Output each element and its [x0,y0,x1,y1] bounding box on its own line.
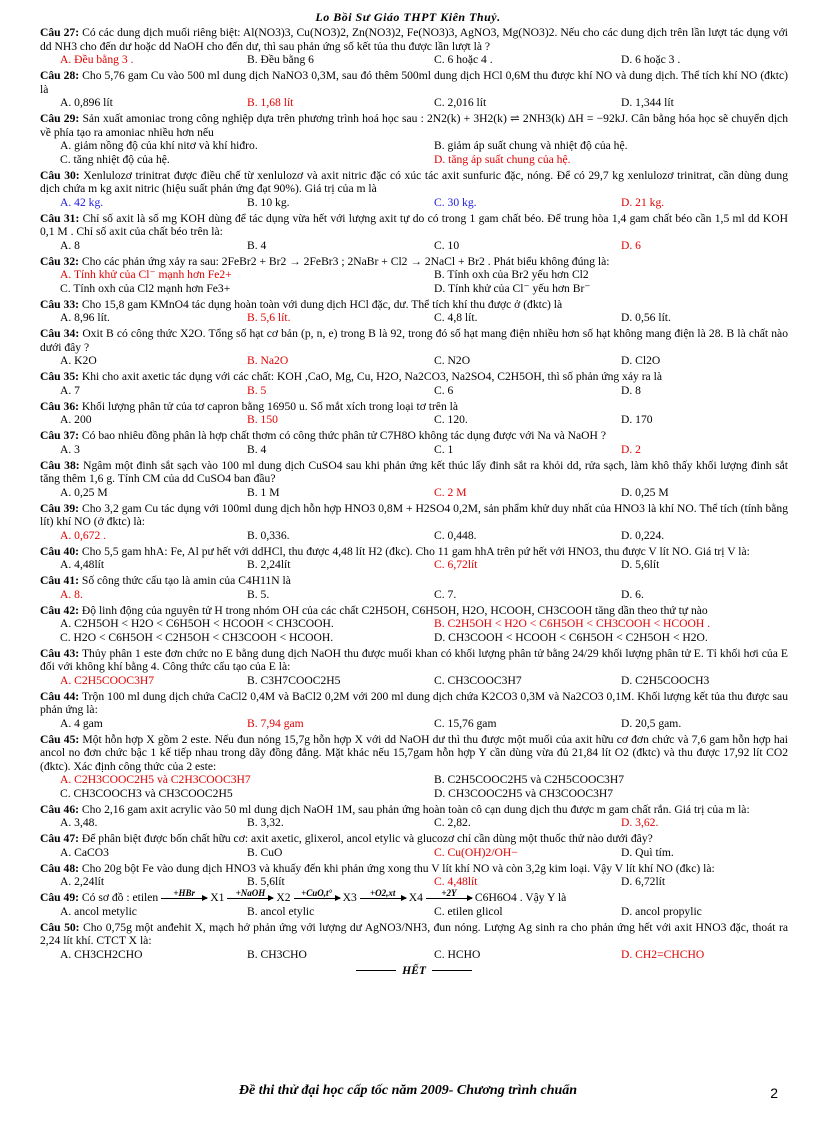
reaction-product: X4 [408,891,423,904]
options-row [40,486,788,500]
question-text: Cho 0,75g một anđehit X, mạch hở phản ứng với lượng dư AgNO3/NH3, đun nóng. Lượng Ag sinh ra cho phản ứng hết với axit HNO3 đặc, thoát ra 2,24 lít khí. CTCT X là: [40,920,788,947]
question-text: Khối lượng phân tử của tơ capron bằng 16950 u. Số mắt xích trong loại tơ trên là [81,399,459,413]
answer-option: D. 21 kg. [621,195,665,209]
question-text: Ngâm một đinh sắt sạch vào 100 ml dung dịch CuSO4 sau khi phản ứng kết thúc lấy đinh sắt ra khỏi dd, rửa sạch, làm khô thấy khối lượng đinh sắt tăng thêm 1,6 g. Tính CM của dd CuSO4 ban đầu? [40,458,788,485]
answer-option: C. 2 M [434,485,467,499]
options-row [40,875,788,889]
answer-option: D. 170 [621,413,653,426]
answer-option: C. N2O [434,354,471,367]
options-row [40,816,788,830]
reaction-arrow [360,887,406,899]
question-text: Cho 3,2 gam Cu tác dụng với 100ml dung dịch hỗn hợp HNO3 0,8M + H2SO4 0,2M, sản phẩm khử duy nhất của HNO3 là khí NO. Thể tích (tính bằng lít) khí NO (ở đktc) là: [40,501,788,528]
answer-option: A. C2H5OH < H2O < C6H5OH < HCOOH < CH3COOH. [60,617,334,630]
answer-option: B. 2,24lít [247,558,291,571]
question [40,733,788,801]
answer-option: B. CuO [247,845,283,859]
answer-option: D. 6. [621,587,644,601]
answer-option: C. Tính oxh của Cl2 mạnh hơn Fe3+ [60,281,231,295]
reaction-reagent: +2Y [441,887,457,898]
options-row [40,139,788,153]
answer-option: B. C2H5OH < H2O < C6H5OH < CH3COOH < HCOOH . [434,617,711,630]
options-row [40,529,788,543]
answer-option: C. 2,82. [434,816,471,829]
reaction-product: X1 [210,891,225,904]
answer-option: B. ancol etylic [247,904,315,918]
answer-option: A. C2H5COOC3H7 [60,673,155,687]
answer-option: B. 150 [247,413,278,426]
answer-option: C. 120. [434,413,468,426]
question-number: Câu 34: [40,327,80,340]
reaction-chain [158,887,567,904]
answer-option: C. 1 [434,442,454,456]
question [40,502,788,543]
question-number: Câu 49: [40,891,79,904]
answer-option: B. CH3CHO [247,947,307,961]
question [40,545,788,572]
reaction-product: C6H6O4 . Vậy Y là [474,891,567,904]
reaction-arrow [426,887,472,899]
question-text: Thủy phân 1 este đơn chức no E bằng dung dịch NaOH thu được muối khan có khối lượng phân tử bằng 24/29 khối lượng phân tử E. Tỉ khối hơi của E đối với không khí bằng 4. Công thức cấu tạo của E là: [40,646,788,673]
question-text: Một hỗn hợp X gồm 2 este. Nếu đun nóng 15,7g hỗn hợp X với dd NaOH dư thì thu được một muối của axit hữu cơ đơn chức và 7,6 gam hỗn hợp hai ancol no đơn chức bậc 1 kế tiếp nhau trong dãy đồng đẳng. Mặt khác nếu 15,7gam hỗn hợp Y cần dùng vừa đủ 21,84 lít O2 (đktc) và thu được 17,92 lít CO2 (đktc). Xác định công thức của 2 este: [40,732,788,773]
answer-option: A. 2,24lít [60,875,105,888]
question-text: Trộn 100 ml dung dịch chứa CaCl2 0,4M và BaCl2 0,2M với 200 ml dung dịch chứa K2CO3 0,3M và Na2CO3 0,1M. Khối lượng kết tủa thu được sau phản ứng là: [40,689,788,716]
reaction-product: X2 [276,891,291,904]
answer-option: A. 4 gam [60,716,103,730]
end-marker [40,964,788,978]
answer-option: C. 6 [434,383,454,397]
answer-option: B. C3H7COOC2H5 [247,673,341,687]
answer-option: A. 4,48lít [60,558,105,571]
options-row [40,617,788,631]
answer-option: A. 0,672 . [60,528,107,542]
question [40,604,788,645]
question [40,887,788,918]
question-text: Độ linh động của nguyên tử H trong nhóm OH của các chất C2H5OH, C6H5OH, H2O, HCOOH, CH3COOH tăng dần theo thứ tự nào [81,603,708,617]
answer-option: D. 0,224. [621,528,665,542]
question-number: Câu 39: [40,501,80,515]
answer-option: D. 1,344 lít [621,96,674,109]
answer-option: B. 1 M [247,485,280,499]
answer-option: A. ancol metylic [60,904,137,918]
question [40,370,788,397]
question [40,26,788,67]
question-number: Câu 41: [40,574,79,587]
answer-option: D. CH3COOC2H5 và CH3COOC3H7 [434,786,614,800]
question-number: Câu 31: [40,211,80,225]
question-number: Câu 32: [40,254,79,268]
question-number: Câu 50: [40,920,80,934]
question-list [40,26,788,977]
answer-option: C. 10 [434,238,460,252]
question-text: Có các dung dịch muối riêng biệt: Al(NO3)3, Cu(NO3)2, Zn(NO3)2, Fe(NO3)3, AgNO3, Mg(NO3)2. Nếu cho các dung dịch trên lần lượt tác dụng với dd NH3 cho đến dư hoặc dd NaOH cho đến dư, thì sau phản ứng số kết tủa thu được lần lượt là ? [40,26,788,53]
question-number: Câu 28: [40,69,80,82]
answer-option: C. 2,016 lít [434,96,487,109]
answer-option: D. tăng áp suất chung của hệ. [434,152,571,166]
answer-option: B. 4 [247,442,267,456]
question-number: Câu 27: [40,26,80,39]
answer-option: D. CH2=CHCHO [621,947,705,961]
answer-option: D. 8 [621,383,641,397]
answer-option: A. Tính khử của Cl⁻ mạnh hơn Fe2+ [60,268,232,281]
options-row [40,413,788,427]
page-footer: Đề thi thử đại học cấp tốc năm 2009- Chương trình chuẩn [238,1083,578,1098]
question-text: Để phân biệt được bốn chất hữu cơ: axit axetic, glixerol, ancol etylic và glucozơ chỉ cần dùng một thuốc thử nào dưới đây? [81,832,653,845]
options-row [40,674,788,688]
answer-option: A. C2H3COOC2H5 và C2H3COOC3H7 [60,773,251,786]
options-row [40,443,788,457]
question [40,647,788,688]
question-text: Khi cho axit axetic tác dụng với các chất: KOH ,CaO, Mg, Cu, H2O, Na2CO3, Na2SO4, C2H5OH, thì số phản ứng xảy ra là [81,370,662,383]
answer-option: A. 0,896 lít [60,96,113,109]
question-number: Câu 38: [40,458,80,472]
reaction-arrow [227,887,273,899]
answer-option: D. 6 hoặc 3 . [621,53,681,66]
options-row [40,239,788,253]
question-text: Chỉ số axit là số mg KOH dùng để tác dụng vừa hết với lượng axit tự do có trong 1 gam chất béo. Để trung hòa 1,4 gam chất béo cần 1,5 ml dd KOH 0,1 M . Chỉ số axit của chất béo trên là: [40,211,788,238]
answer-option: C. HCHO [434,947,481,961]
reaction-reagent: +O2,xt [370,887,396,898]
question-number: Câu 45: [40,732,80,746]
answer-option: C. 6,72lít [434,558,478,571]
question-number: Câu 29: [40,112,80,125]
question-text: Cho 5,5 gam hhA: Fe, Al pư hết với ddHCl, thu được 4,48 lít H2 (đkc). Cho 11 gam hhA trên pứ hết với HNO3, thu được V lít NO. Giá trị V là: [81,544,750,558]
answer-option: D. Tính khử của Cl⁻ yếu hơn Br⁻ [434,281,591,295]
question-number: Câu 48: [40,861,79,875]
question [40,574,788,601]
answer-option: B. 5. [247,587,270,601]
question [40,255,788,296]
answer-option: D. ancol propylic [621,904,702,918]
reaction-product: X3 [342,891,357,904]
answer-option: D. 0,56 lít. [621,311,671,324]
options-row [40,631,788,645]
question-number: Câu 33: [40,297,79,311]
options-row [40,846,788,860]
options-row [40,773,788,787]
answer-option: A. CaCO3 [60,845,109,859]
question-number: Câu 43: [40,646,80,660]
end-text: HẾT [402,963,426,977]
question [40,862,788,889]
options-row [40,787,788,801]
question-text: Có sơ đồ : etilen [81,891,159,904]
answer-option: C. Cu(OH)2/OH− [434,845,518,859]
answer-option: D. Cl2O [621,354,661,367]
answer-option: B. Đều bằng 6 [247,53,314,66]
question [40,803,788,830]
end-line-left [356,970,396,971]
question-number: Câu 35: [40,370,79,383]
answer-option: B. C2H5COOC2H5 và C2H5COOC3H7 [434,773,625,786]
answer-option: A. 3,48. [60,816,98,829]
options-row [40,354,788,368]
question [40,921,788,962]
answer-option: B. Tính oxh của Br2 yếu hơn Cl2 [434,268,589,281]
answer-option: C. etilen glicol [434,904,503,918]
options-row [40,558,788,572]
answer-option: B. 4 [247,238,267,252]
page-header: Lo Bồi Sư Giáo THPT Kiên Thuỷ. [315,10,501,24]
question [40,429,788,456]
question-number: Câu 46: [40,802,79,816]
reaction-arrow [294,887,340,899]
answer-option: B. 0,336. [247,528,290,542]
answer-option: D. 20,5 gam. [621,716,682,730]
answer-option: A. 8 [60,238,80,252]
options-row [40,268,788,282]
options-row [40,384,788,398]
answer-option: D. 3,62. [621,816,659,829]
options-row [40,153,788,167]
answer-option: C. CH3COOCH3 và CH3COOC2H5 [60,786,233,800]
answer-option: B. 7,94 gam [247,716,304,730]
answer-option: B. 5 [247,383,267,397]
answer-option: B. 1,68 lít [247,96,294,109]
options-row [40,96,788,110]
page-number: 2 [770,1085,778,1101]
answer-option: C. H2O < C6H5OH < C2H5OH < CH3COOH < HCOOH. [60,630,334,644]
question-text: Oxit B có công thức X2O. Tổng số hạt cơ bản (p, n, e) trong B là 92, trong đó số hạt mang điện nhiều hơn số hạt không mang điện là 28. B là chất nào dưới đây ? [40,327,788,354]
answer-option: A. CH3CH2CHO [60,947,143,961]
answer-option: B. 5,6lít [247,875,285,888]
reaction-reagent: +CuO,t° [301,887,333,898]
question [40,212,788,253]
answer-option: C. 4,48lít [434,875,478,888]
answer-option: D. 2 [621,442,641,456]
answer-option: B. 3,32. [247,816,284,829]
question-number: Câu 42: [40,603,79,617]
question [40,112,788,166]
reaction-arrow [161,887,207,899]
answer-option: D. 0,25 M [621,485,669,499]
answer-option: D. CH3COOH < HCOOH < C6H5OH < C2H5OH < H2O. [434,630,708,644]
answer-option: A. 42 kg. [60,195,104,209]
question [40,327,788,368]
question-number: Câu 37: [40,429,79,442]
question [40,832,788,859]
answer-option: B. 5,6 lít. [247,311,291,324]
answer-option: C. 6 hoặc 4 . [434,53,493,66]
answer-option: C. tăng nhiệt độ của hệ. [60,152,170,166]
options-row [40,53,788,67]
answer-option: B. Na2O [247,354,289,367]
answer-option: C. 4,8 lít. [434,311,478,324]
answer-option: A. giảm nồng độ của khí nitơ và khí hiđro. [60,139,258,152]
answer-option: A. 3 [60,442,80,456]
answer-option: A. Đều bằng 3 . [60,53,134,66]
answer-option: C. CH3COOC3H7 [434,673,522,687]
reaction-reagent: +HBr [173,887,196,898]
answer-option: A. 8. [60,587,83,601]
options-row [40,196,788,210]
answer-option: A. K2O [60,354,97,367]
question [40,298,788,325]
question-text: Xenlulozơ trinitrat được điều chế từ xenlulozơ và axit nitric đặc có xúc tác axit sunfuric đặc, nóng. Để có 29,7 kg xenlulozơ trinitrat, cần dùng dung dịch chứa m kg axit nitric (hiệu suất phản ứng đạt 90%). Giá trị của m là [40,168,788,195]
answer-option: A. 0,25 M [60,485,108,499]
answer-option: B. giảm áp suất chung và nhiệt độ của hệ. [434,139,628,152]
answer-option: C. 7. [434,587,457,601]
question-number: Câu 47: [40,832,79,845]
answer-option: A. 8,96 lít. [60,311,110,324]
question-text: Cho 20g bột Fe vào dung dịch HNO3 và khuấy đến khi phản ứng xong thu V lít khí NO và còn 3,2g kim loại. Vậy V lít khí NO (đkc) là: [81,861,715,875]
question-text: Cho 15,8 gam KMnO4 tác dụng hoàn toàn với dung dịch HCl đặc, dư. Thể tích khí thu được ở (đktc) là [81,297,563,311]
answer-option: D. Quì tím. [621,845,674,859]
answer-option: D. C2H5COOCH3 [621,673,710,687]
answer-option: C. 15,76 gam [434,716,497,730]
question-number: Câu 30: [40,168,80,182]
question [40,169,788,210]
options-row [40,717,788,731]
options-row [40,311,788,325]
question-text: Số công thức cấu tạo là amin của C4H11N là [81,574,291,587]
question [40,69,788,110]
question-text: Cho 5,76 gam Cu vào 500 ml dung dịch NaNO3 0,3M, sau đó thêm 500ml dung dịch HCl 0,6M thu được khí NO và dung dịch. Thể tích khí NO (đktc) là [40,69,788,96]
question-text: Sản xuất amoniac trong công nghiệp dựa trên phương trình hoá học sau : 2N2(k) + 3H2(k) ⇌ 2NH3(k) ΔH = −92kJ. Cân bằng hóa học sẽ chuyển dịch về phía tạo ra amoniac nhiều hơn nếu [40,112,788,139]
question [40,690,788,731]
answer-option: A. 200 [60,413,92,426]
question-text: Cho các phản ứng xảy ra sau: 2FeBr2 + Br2 → 2FeBr3 ; 2NaBr + Cl2 → 2NaCl + Br2 . Phát biểu không đúng là: [81,254,610,268]
question-number: Câu 40: [40,544,79,558]
end-line-right [432,970,472,971]
question-text: Cho 2,16 gam axit acrylic vào 50 ml dung dịch NaOH 1M, sau phản ứng hoàn toàn cô cạn dung dịch thu được m gam chất rắn. Giá trị của m là: [81,802,750,816]
options-row [40,282,788,296]
options-row [40,905,788,919]
question-number: Câu 44: [40,689,80,703]
question-number: Câu 36: [40,399,79,413]
answer-option: D. 6 [621,238,641,252]
answer-option: B. 10 kg. [247,195,290,209]
answer-option: C. 0,448. [434,528,477,542]
question-text: Có bao nhiêu đồng phân là hợp chất thơm có công thức phân tử C7H8O không tác dụng được với Na và NaOH ? [81,429,606,442]
answer-option: C. 30 kg. [434,195,477,209]
options-row [40,588,788,602]
answer-option: D. 5,6lít [621,558,660,571]
answer-option: A. 7 [60,383,80,397]
reaction-reagent: +NaOH [235,887,266,898]
options-row [40,948,788,962]
answer-option: D. 6,72lít [621,875,666,888]
question [40,400,788,427]
question [40,459,788,500]
